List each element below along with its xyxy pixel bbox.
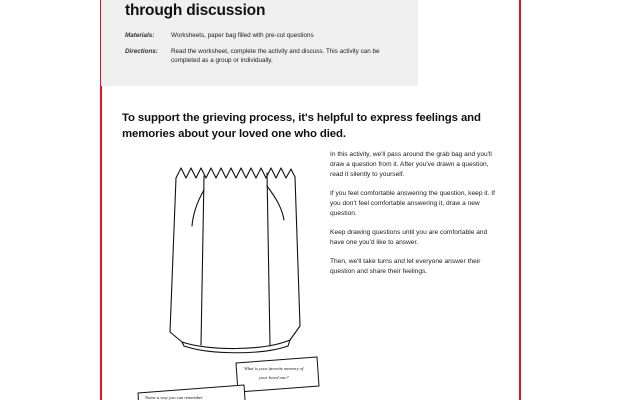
directions-text: Read the worksheet, complete the activity and discuss. This activity can be completed as a group or individually. <box>171 48 380 65</box>
bag-crease-top <box>267 186 284 220</box>
instruction-paragraph-2: If you feel comfortable answering the question, keep it. If you don't feel comfortable answering it, draw a new question. <box>330 190 495 218</box>
materials-label: Materials: <box>125 32 155 39</box>
instruction-paragraph-1: In this activity, we'll pass around the grab bag and you'll draw a question from it. After you've drawn a question, read it silently to yourself. <box>330 151 492 179</box>
bag-fold-left <box>201 176 204 345</box>
directions-label: Directions: <box>125 48 158 55</box>
materials-row <box>125 31 410 40</box>
bag-bottom-edge <box>182 340 290 349</box>
grab-bag-illustration <box>104 146 334 400</box>
instructions-column <box>330 150 498 277</box>
slip-name-a-way-line1: Name a way you can remember <box>145 395 203 400</box>
bag-crease-left <box>192 190 204 226</box>
bag-top-zigzag <box>176 168 295 178</box>
headline: To support the grieving process, it's helpful to express feelings and memories about your loved one who died. <box>122 112 481 141</box>
page-title: through discussion <box>125 2 266 19</box>
bag-right-edge <box>288 177 300 346</box>
slip-favorite-memory-line2: your loved one? <box>259 375 289 380</box>
bag-left-edge <box>170 178 184 346</box>
instruction-paragraph-3: Keep drawing questions until you are comfortable and have one you'd like to answer. <box>330 229 488 247</box>
slip-favorite-memory-line1: What is your favorite memory of <box>244 366 304 371</box>
bag-fold-right <box>267 173 270 346</box>
right-red-rule <box>519 0 521 400</box>
directions-row <box>125 47 410 66</box>
materials-text: Worksheets, paper bag filled with pre-cut questions <box>171 32 314 39</box>
bag-bottom-fold <box>184 346 288 353</box>
instruction-paragraph-4: Then, we'll take turns and let everyone answer their question and share their feelings. <box>330 258 481 276</box>
